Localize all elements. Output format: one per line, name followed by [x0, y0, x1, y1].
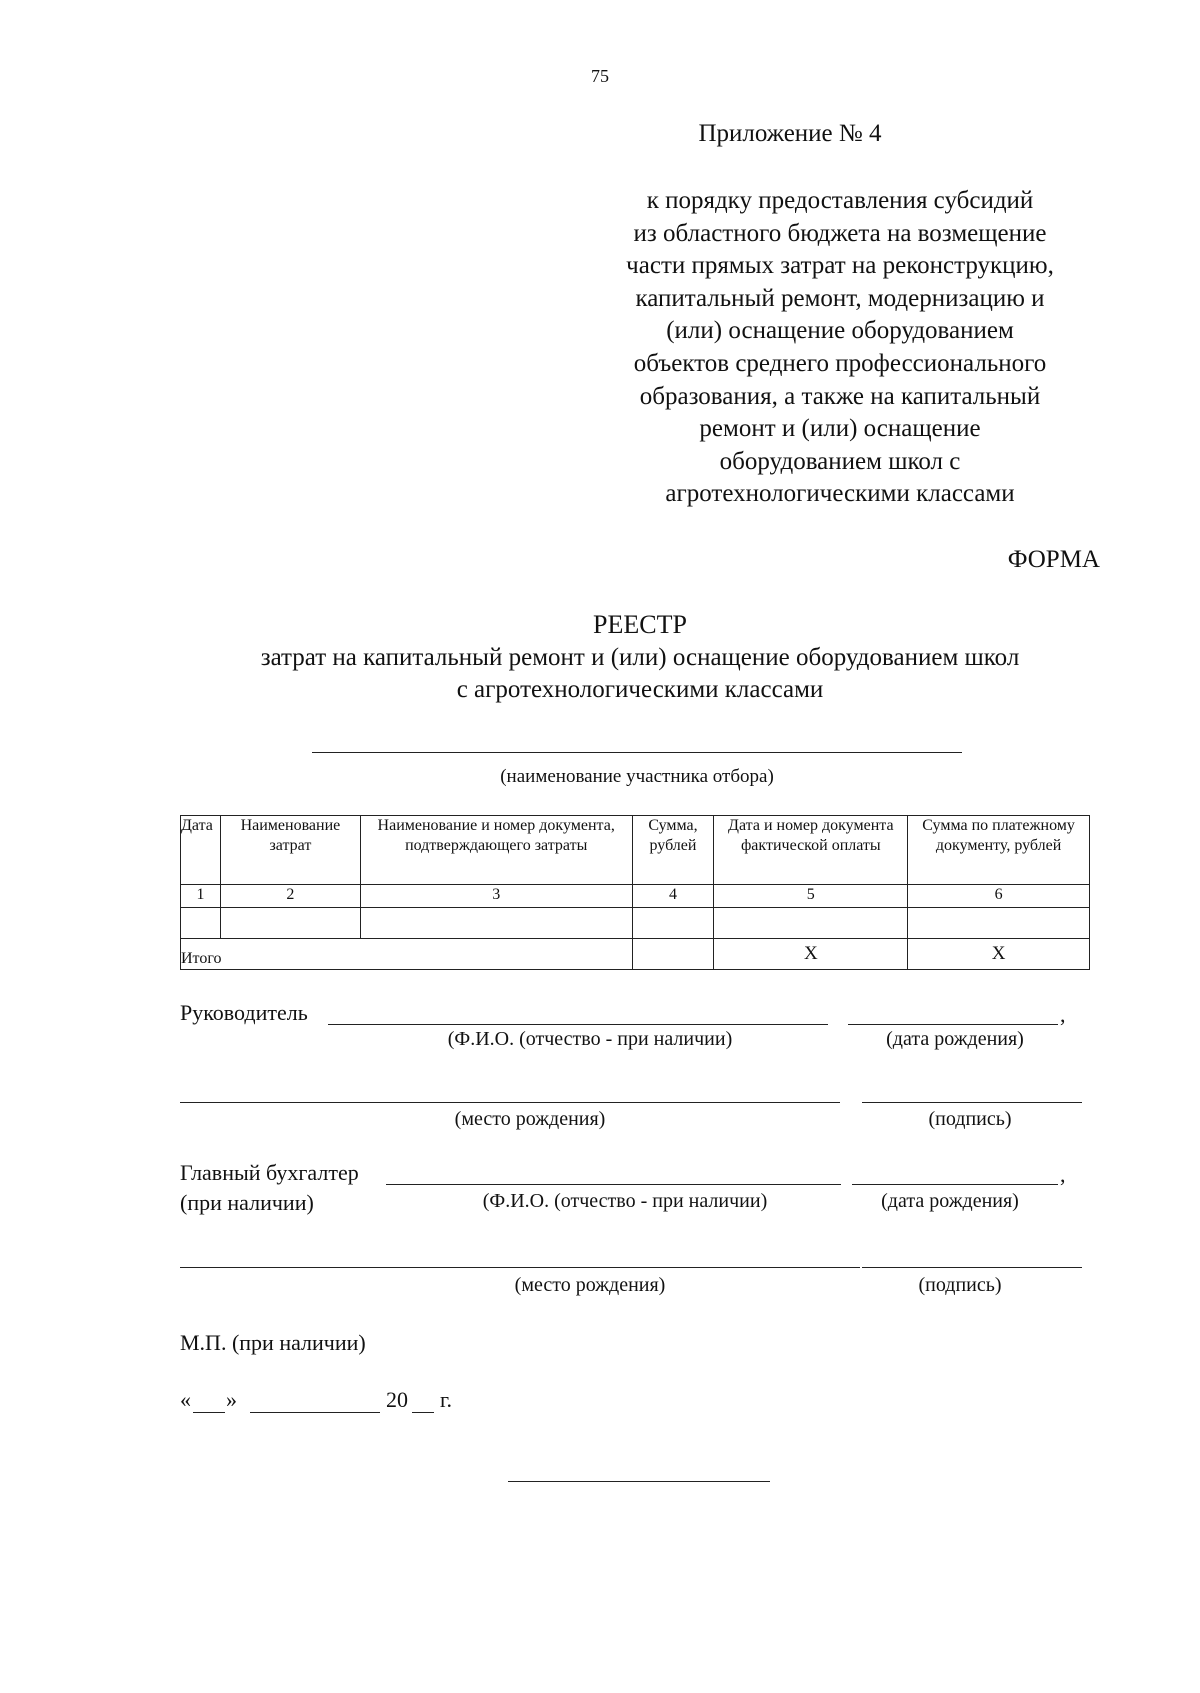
accountant-birth-place-caption: (место рождения)	[514, 1274, 666, 1296]
total-amount-cell[interactable]	[632, 939, 714, 970]
date-year-prefix: 20	[386, 1387, 408, 1412]
annex-line: оборудованием школ с	[719, 447, 961, 475]
annex-line: объектов среднего профессионального	[633, 349, 1047, 377]
register-title: РЕЕСТР	[593, 610, 687, 639]
header-amount: Сумма, рублей	[632, 816, 714, 885]
annex-line: ремонт и (или) оснащение	[699, 415, 981, 443]
col-number: 2	[220, 885, 360, 908]
total-x-mark: Х	[908, 939, 1090, 970]
accountant-fio-line[interactable]	[386, 1184, 841, 1185]
head-birth-place-line[interactable]	[180, 1102, 840, 1103]
date-year-suffix: г.	[440, 1387, 453, 1412]
annex-line: части прямых затрат на реконструкцию,	[626, 252, 1054, 280]
date-year-line[interactable]	[412, 1412, 434, 1413]
table-cell[interactable]	[220, 908, 360, 939]
table-cell[interactable]	[714, 908, 908, 939]
register-subtitle	[190, 642, 1090, 706]
head-birth-date-line[interactable]	[848, 1024, 1058, 1025]
participant-caption: (наименование участника отбора)	[500, 766, 774, 787]
form-label: ФОРМА	[1007, 546, 1100, 573]
accountant-fio-caption: (Ф.И.О. (отчество - при наличии)	[482, 1190, 768, 1212]
annex-line: к порядку предоставления субсидий	[646, 187, 1034, 214]
header-expense-name: Наименование затрат	[220, 816, 360, 885]
table-cell[interactable]	[360, 908, 632, 939]
chief-accountant-label: Главный бухгалтер	[180, 1160, 359, 1185]
total-x-mark: Х	[714, 939, 908, 970]
table-header-row	[181, 816, 1090, 885]
head-signature-line[interactable]	[862, 1102, 1082, 1103]
annex-line: из областного бюджета на возмещение	[633, 219, 1047, 247]
annex-line: (или) оснащение оборудованием	[666, 317, 1014, 345]
header-payment-amount: Сумма по платежному документу, рублей	[908, 816, 1090, 885]
date-month-line[interactable]	[250, 1412, 380, 1413]
head-fio-caption: (Ф.И.О. (отчество - при наличии)	[447, 1028, 733, 1050]
table-cell[interactable]	[908, 908, 1090, 939]
table-row[interactable]	[181, 908, 1090, 939]
table-cell[interactable]	[632, 908, 714, 939]
head-birth-place-caption: (место рождения)	[454, 1108, 606, 1130]
col-number: 1	[181, 885, 221, 908]
accountant-birth-date-caption: (дата рождения)	[881, 1190, 1019, 1212]
date-close-quote: »	[226, 1387, 237, 1412]
closing-separator	[508, 1481, 770, 1482]
register-subtitle-line-1: затрат на капитальный ремонт и (или) оснащение оборудованием школ	[260, 644, 1020, 671]
table-row	[181, 885, 1090, 908]
annex-title: Приложение № 4	[698, 120, 882, 147]
accountant-signature-line[interactable]	[862, 1267, 1082, 1268]
accountant-birth-place-line[interactable]	[180, 1267, 860, 1268]
annex-line: образования, а также на капитальный	[639, 382, 1041, 410]
annex-line: капитальный ремонт, модернизацию и	[635, 284, 1045, 312]
header-date: Дата	[181, 816, 221, 885]
participant-name-line[interactable]	[312, 752, 962, 753]
accountant-signature-caption: (подпись)	[918, 1274, 1002, 1296]
page-number: 75	[591, 66, 609, 86]
header-payment-doc: Дата и номер документа фактической оплаты	[714, 816, 908, 885]
comma: ,	[1060, 1002, 1066, 1027]
accountant-birth-date-line[interactable]	[852, 1184, 1058, 1185]
chief-accountant-if-any: (при наличии)	[180, 1190, 314, 1215]
head-signature-caption: (подпись)	[928, 1108, 1012, 1130]
date-day-line[interactable]	[193, 1412, 225, 1413]
head-label: Руководитель	[180, 1000, 308, 1025]
comma: ,	[1060, 1162, 1066, 1187]
register-subtitle-line-2: с агротехнологическими классами	[456, 676, 824, 703]
head-birth-date-caption: (дата рождения)	[886, 1028, 1024, 1050]
total-label: Итого	[181, 939, 633, 970]
total-row	[181, 939, 1090, 970]
col-number: 6	[908, 885, 1090, 908]
register-table	[180, 815, 1090, 970]
col-number: 5	[714, 885, 908, 908]
col-number: 4	[632, 885, 714, 908]
stamp-label: М.П. (при наличии)	[180, 1330, 366, 1355]
date-open-quote: «	[180, 1387, 191, 1412]
annex-description	[565, 185, 1115, 511]
head-fio-line[interactable]	[328, 1024, 828, 1025]
col-number: 3	[360, 885, 632, 908]
table-cell[interactable]	[181, 908, 221, 939]
header-document: Наименование и номер документа, подтверждающего затраты	[360, 816, 632, 885]
annex-line: агротехнологическими классами	[665, 480, 1015, 508]
